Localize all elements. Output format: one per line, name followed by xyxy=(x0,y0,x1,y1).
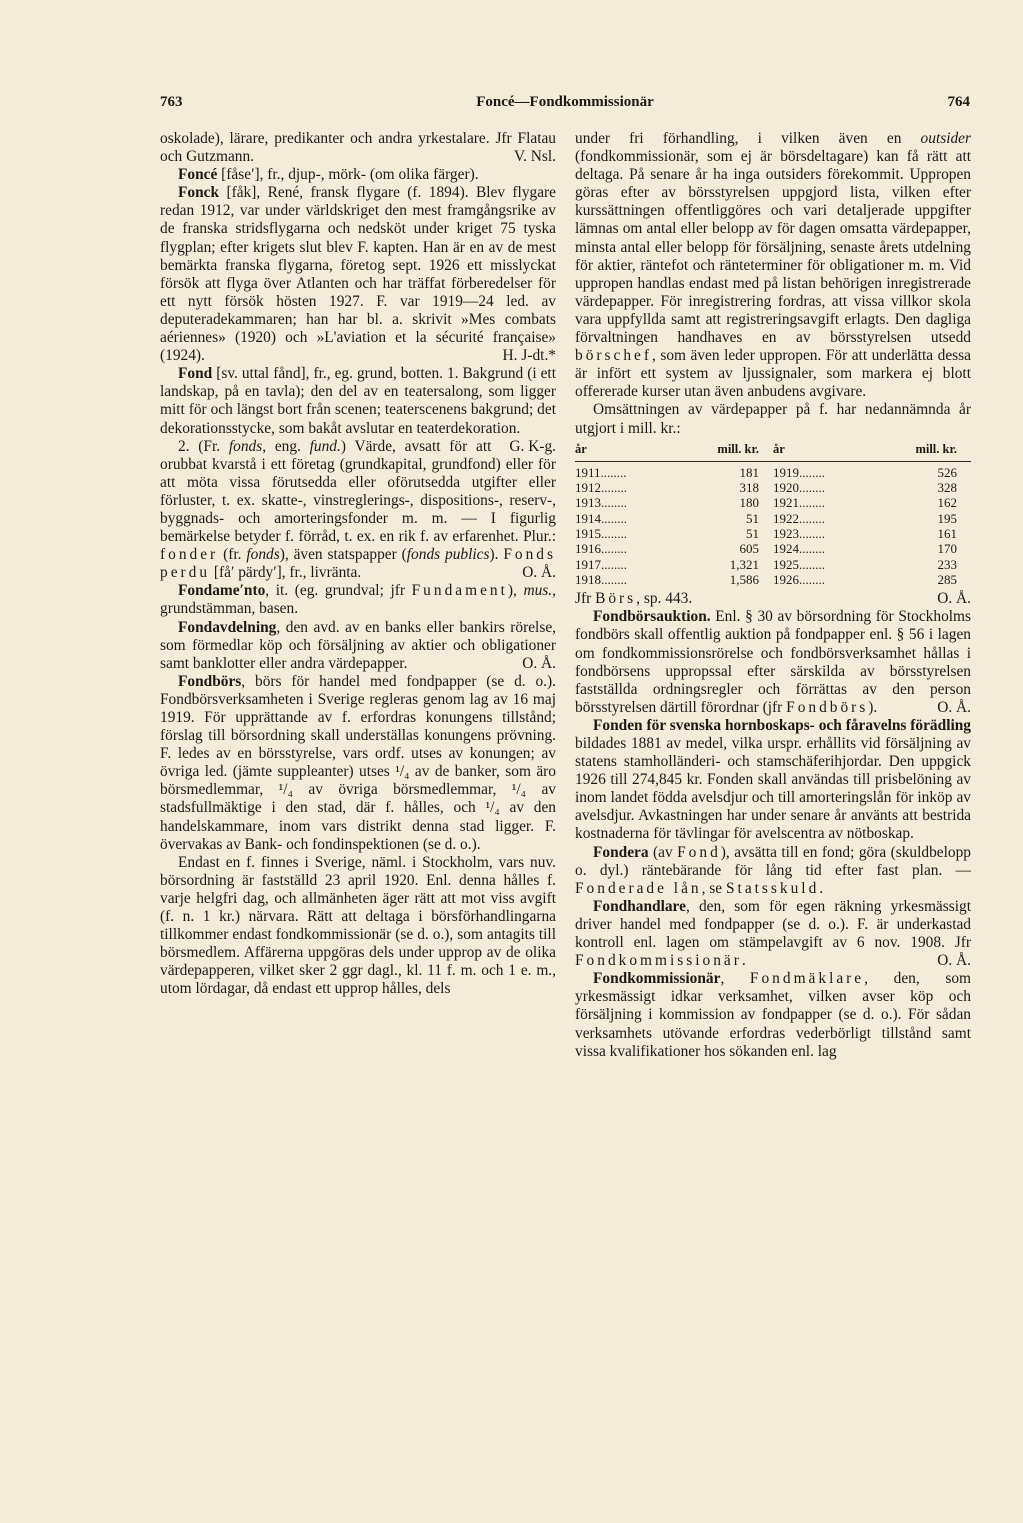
headword: Fonden för svenska hornboskaps- och fåravelns förädling xyxy=(593,716,971,734)
author-signature: V. Nsl. xyxy=(513,148,556,166)
value-cell: 195 xyxy=(937,510,957,526)
table-row xyxy=(575,511,971,526)
value-cell: 170 xyxy=(937,541,957,557)
headword: Fondbörs xyxy=(178,672,242,690)
leader-dots: ........ xyxy=(798,556,825,572)
value-cell: 1,586 xyxy=(729,571,759,587)
value-cell: 526 xyxy=(937,464,957,480)
leader-dots: ........ xyxy=(798,464,825,480)
year-cell: 1917........ xyxy=(575,556,627,572)
table-row xyxy=(575,572,971,587)
entry-fond-sense-2: 2. (Fr. fonds, eng. fund.) Värde, avsatt för att orubbat kvarstå i ett företag (grundkapital, grundfond) eller för att möta vissa förutsedda eller oförutsedda utgifter eller förluster, t. ex. skatte-, vinstreglerings-, dispositions-, reserv-, byggnads- och amorteringsfonder m. m. — I figurlig bemärkelse betyder f. förråd, t. ex. en rik f. av erfarenhet. Plur.: fonder (fr. fonds), även statspapper (fonds publics). Fonds perdu [få′ pärdy′], fr., livränta. O. Å. xyxy=(160,437,556,582)
year-cell: 1915........ xyxy=(575,526,627,542)
table-row xyxy=(575,495,971,510)
year-cell: 1918........ xyxy=(575,571,627,587)
table-row xyxy=(575,557,971,572)
right-column xyxy=(575,130,971,1061)
leader-dots: ........ xyxy=(600,464,627,480)
entry-fondbors-continued: Endast en f. finnes i Sverige, näml. i Stockholm, vars nuv. börsordning är fastställd 23 april 1920. Enl. denna hålles f. varje helgfri dag, och allmänheten äger rätt att mot viss avgift (f. n. 1 kr.) närvara. Rätt att deltaga i börsförhandlingarna tillkommer endast fondkommissionär (se d. o.), som antagits till börsmedlem. Affärerna uppgöras dels under upprop av de olika värdepapperen, vilket sker 2 ggr dagl., kl. 11 f. m. och 1 e. m., utom lördagar, då endast ett upprop hålles, dels xyxy=(160,853,556,998)
leader-dots: ........ xyxy=(798,571,825,587)
leader-dots: ........ xyxy=(601,541,627,557)
headword: Fondera xyxy=(593,843,649,861)
column-header: mill. kr. xyxy=(915,441,957,456)
entry-fondbors: Fondbörs, börs för handel med fondpapper (se d. o.). Fondbörsverksamheten i Sverige regleras genom lag av 16 maj 1919. För upprättande av f. erfordras konungens tillstånd; förslag till börsordning skall underställas konungens prövning. F. ledes av en börsstyrelse, vars ordf. utses av konungen; av övriga led. (jämte suppleanter) utses ¹/₄ av de banker, som äro börsmedlemmar, ¹/₄ av övriga börsmedlemmar, ¹/₄ av stadsfullmäktige i den stad, där f. hålles, och ¹/₄ av den handelskammare, inom vars distrikt denna stad ligger. F. övervakas av Bank- och fondinspektionen (se d. o.). xyxy=(160,672,556,853)
leader-dots: ........ xyxy=(601,556,627,572)
year-cell: 1921........ xyxy=(772,495,825,511)
paragraph-turnover: Omsättningen av värdepapper på f. har nedannämnda år utgjort i mill. kr.: xyxy=(575,401,971,437)
author-signature: O. Å. xyxy=(937,952,971,970)
author-signature: O. Å. xyxy=(522,654,556,672)
entry-fonden-hornboskap: Fonden för svenska hornboskaps- och fåravelns förädling bildades 1881 av medel, vilka urspr. erhållits vid försäljning av statens stamholländeri- och stamschäferihjordar. Den uppgick 1926 till 274,845 kr. Fonden skall användas till prisbelöning av inom landet födda avelsdjur och till amorteringslån för inköp av avelsdjur. Avkastningen har under senare år använts att bestrida kostnaderna för tävlingar för avelscentra av nötboskap. xyxy=(575,716,971,843)
author-signature: O. Å. xyxy=(937,590,971,608)
leader-dots: ........ xyxy=(798,495,825,511)
leader-dots: ........ xyxy=(601,526,627,542)
year-cell: 1912........ xyxy=(575,480,627,496)
leader-dots: ........ xyxy=(798,526,825,542)
headword: Fondhandlare xyxy=(593,897,686,915)
table-row xyxy=(575,465,971,480)
entry-fondkommissionar: Fondkommissionär, Fondmäklare, den, som yrkesmässigt idkar verksamhet, vilken avser köp och försäljning i kommission av fondpapper (se d. o.). För sådan verksamhets utövande erfordras vederbörligt tillstånd samt vissa kvalifikationer hos sökanden enl. lag xyxy=(575,970,971,1060)
author-signature: G. K-g. xyxy=(509,437,556,455)
table-rule xyxy=(575,461,971,462)
leader-dots: ........ xyxy=(798,480,825,496)
author-signature: O. Å. xyxy=(522,564,556,582)
year-cell: 1926........ xyxy=(772,571,825,587)
value-cell: 328 xyxy=(937,480,957,496)
entry-fondhandlare: Fondhandlare, den, som för egen räkning yrkesmässigt driver handel med fondpapper (se d. o.). F. är underkastad kontroll enl. lagen om stämpelavgift av 6 nov. 1908. Jfr Fondkommissionär. O. Å. xyxy=(575,897,971,970)
entry-fonck: Fonck [fåk], René, fransk flygare (f. 1894). Blev flygare redan 1912, var under världskriget den mest framgångsrike av de franska stridsflygarna och nedsköt under kriget 75 tyska flygplan; efter krigets slut blev F. kapten. Han är en av de mest bemärkta franska flygarna, företog sept. 1926 ett misslyckat försök att flyga över Atlanten och har träffat förberedelser för ett nytt försök hösten 1927. F. var 1919—24 led. av deputeradekammaren; han har bl. a. skrivit »Mes combats aériennes» (1920) och »L'aviation et la sécurité française» (1924). H. J-dt.* xyxy=(160,184,556,365)
value-cell: 162 xyxy=(937,495,957,511)
running-header xyxy=(160,94,970,118)
column-header: år xyxy=(575,441,587,456)
year-cell: 1913........ xyxy=(575,495,627,511)
year-cell: 1916........ xyxy=(575,541,627,557)
entry-fond: Fond [sv. uttal fånd], fr., eg. grund, botten. 1. Bakgrund (i ett landskap, på en tavla); den del av en teatersalong, som ligger mitt för och längst bort från scenen; teaterscenens bakgrund; det dekorationsstycke, som bakåt avslutar en teaterdekoration. G. K-g. xyxy=(160,365,556,455)
headword: Fond xyxy=(178,365,213,383)
entry-fondamento: Fondame′nto, it. (eg. grundval; jfr Fundament), mus., grundstämman, basen. xyxy=(160,582,556,618)
leader-dots: ........ xyxy=(601,571,627,587)
column-header: mill. kr. xyxy=(717,441,759,456)
column-header: år xyxy=(772,441,785,456)
year-cell: 1922........ xyxy=(772,510,825,526)
value-cell: 161 xyxy=(937,526,957,542)
value-cell: 51 xyxy=(745,526,759,542)
headword: Fondbörsauktion. xyxy=(593,608,711,626)
turnover-table xyxy=(575,442,971,588)
table-row xyxy=(575,526,971,541)
table-row xyxy=(575,541,971,556)
page-number-right: 764 xyxy=(947,94,970,110)
headword: Foncé xyxy=(178,166,218,184)
entry-fonce: Foncé [fåse′], fr., djup-, mörk- (om olika färger). xyxy=(178,166,479,184)
leader-dots: ........ xyxy=(601,480,627,496)
leader-dots: ........ xyxy=(798,541,825,557)
headword: Fonck xyxy=(178,184,220,202)
paragraph-continuation: under fri förhandling, i vilken även en outsider (fondkommissionär, som ej är börsdeltagare) kan få rätt att deltaga. På senare år ha inga outsiders förekommit. Uppropen göras efter av börsstyrelsen uppgjord lista, vilken efter kurssättningen offentliggöres och vari detaljerade uppgifter lämnas om antal eller belopp av för dagen omsatta värdepapper, minsta antal eller belopp för försäljning, senaste årets utdelning för aktier, räntefot och ränteterminer för obligationer m. m. Vid uppropen handlas endast med på listan behörigen inregistrerade värdepapper. För inregistrering fordras, att vissa villkor skola vara uppfyllda samt att registreringsavgift erlagts. Den dagliga förvaltningen handhaves en av börsstyrelsen utsedd börschef, som även leder uppropen. För att underlätta dessa är infört ett system av ljussignaler, som markera ej blott offererade kurser utan även anbudens avgivare. xyxy=(575,130,971,401)
year-cell: 1919........ xyxy=(772,464,825,480)
year-cell: 1925........ xyxy=(772,556,825,572)
value-cell: 233 xyxy=(937,556,957,572)
entry-fondavdelning: Fondavdelning, den avd. av en banks eller bankirs rörelse, som förmedlar köp och försäljning av aktier och obligationer samt banklotter eller andra värdepapper. O. Å. xyxy=(160,618,556,672)
entry-fondera: Fondera (av Fond), avsätta till en fond; göra (skuldbelopp o. dyl.) räntebärande för lång tid efter fast plan. — Fonderade lån, se Statsskuld. xyxy=(575,843,971,897)
value-cell: 605 xyxy=(739,541,759,557)
leader-dots: ........ xyxy=(601,510,627,526)
value-cell: 285 xyxy=(937,571,957,587)
leader-dots: ........ xyxy=(601,495,627,511)
author-signature: O. Å. xyxy=(937,698,971,716)
value-cell: 181 xyxy=(739,464,759,480)
table-header-row xyxy=(575,442,971,459)
paragraph-continuation: oskolade), lärare, predikanter och andra yrkestalare. Jfr Flatau och Gutzmann. V. Nsl. xyxy=(160,130,556,166)
year-cell: 1920........ xyxy=(772,480,825,496)
year-cell: 1914........ xyxy=(575,510,627,526)
headword: Fondkommissionär xyxy=(593,970,721,988)
value-cell: 1,321 xyxy=(729,556,759,572)
headword: Fondame′nto xyxy=(178,582,266,600)
value-cell: 180 xyxy=(739,495,759,511)
table-row xyxy=(575,480,971,495)
page-number-left: 763 xyxy=(160,94,183,110)
year-cell: 1911........ xyxy=(575,464,627,480)
leader-dots: ........ xyxy=(798,510,825,526)
value-cell: 51 xyxy=(745,510,759,526)
headword: Fondavdelning xyxy=(178,618,277,636)
author-signature: H. J-dt.* xyxy=(502,347,556,365)
left-column xyxy=(160,130,556,999)
entry-fondborsauktion: Fondbörsauktion. Enl. § 30 av börsordning för Stockholms fondbörs skall offentlig auktion på fondpapper enl. § 56 i lagen om fondkommissionsrörelse och fondbörsverksamhet hållas i fondbörsens uppropssal efter särskilda av börsstyrelsen fastställda ordningsregler och förrättas av den person börsstyrelsen därtill förordnar (jfr Fondbörs). O. Å. xyxy=(575,608,971,716)
year-cell: 1924........ xyxy=(772,541,825,557)
cross-reference: Jfr Börs, sp. 443. O. Å. xyxy=(575,590,971,608)
year-cell: 1923........ xyxy=(772,526,825,542)
value-cell: 318 xyxy=(739,480,759,496)
running-title: Foncé—Fondkommissionär xyxy=(476,94,654,110)
